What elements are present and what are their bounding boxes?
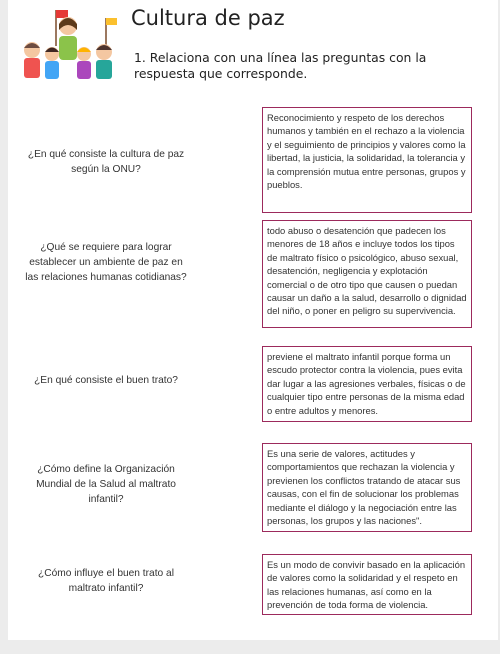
answer-box-3: previene el maltrato infantil porque forma un escudo protector contra la violencia, pues evita dar lugar a las agresiones verbales, físicas o de cualquier tipo entre personas de la misma edad o entre adultos y menores.	[262, 346, 472, 422]
instruction-text: 1. Relaciona con una línea las preguntas con la respuesta que corresponde.	[134, 50, 427, 81]
page-title: Cultura de paz	[131, 6, 285, 30]
question-1: ¿En qué consiste la cultura de paz según la ONU?	[27, 149, 185, 175]
question-5: ¿Cómo influye el buen trato al maltrato infantil?	[38, 568, 174, 594]
answer-box-5: Es un modo de convivir basado en la aplicación de valores como la solidaridad y el respeto en las relaciones humanas, así como en la prevención de toda forma de violencia.	[262, 554, 472, 615]
answer-box-4: Es una serie de valores, actitudes y comportamientos que rechazan la violencia y previenen los conflictos tratando de atacar sus causas, con el fin de solucionar los problemas mediante el diálogo y la negociación entre las personas, los grupos y las naciones".	[262, 443, 472, 532]
children-flags-illustration	[14, 6, 122, 84]
answer-box-2: todo abuso o desatención que padecen los menores de 18 años e incluye todos los tipos de maltrato físico o psicológico, abuso sexual, desatención, negligencia y explotación comercial o de otro tipo que causen o puedan causar un daño a la salud, desarrollo o dignidad del niño, o poner en peligro su supervivencia.	[262, 220, 472, 328]
question-4: ¿Cómo define la Organización Mundial de la Salud al maltrato infantil?	[36, 464, 176, 505]
question-2: ¿Qué se requiere para lograr establecer un ambiente de paz en las relaciones humanas cotidianas?	[25, 242, 187, 283]
question-3: ¿En qué consiste el buen trato?	[34, 375, 178, 386]
answer-box-1: Reconocimiento y respeto de los derechos humanos y también en el rechazo a la violencia y el seguimiento de principios y valores como la libertad, la justicia, la solidaridad, la tolerancia y la comprensión mutua entre personas, grupos y pueblos.	[262, 107, 472, 213]
